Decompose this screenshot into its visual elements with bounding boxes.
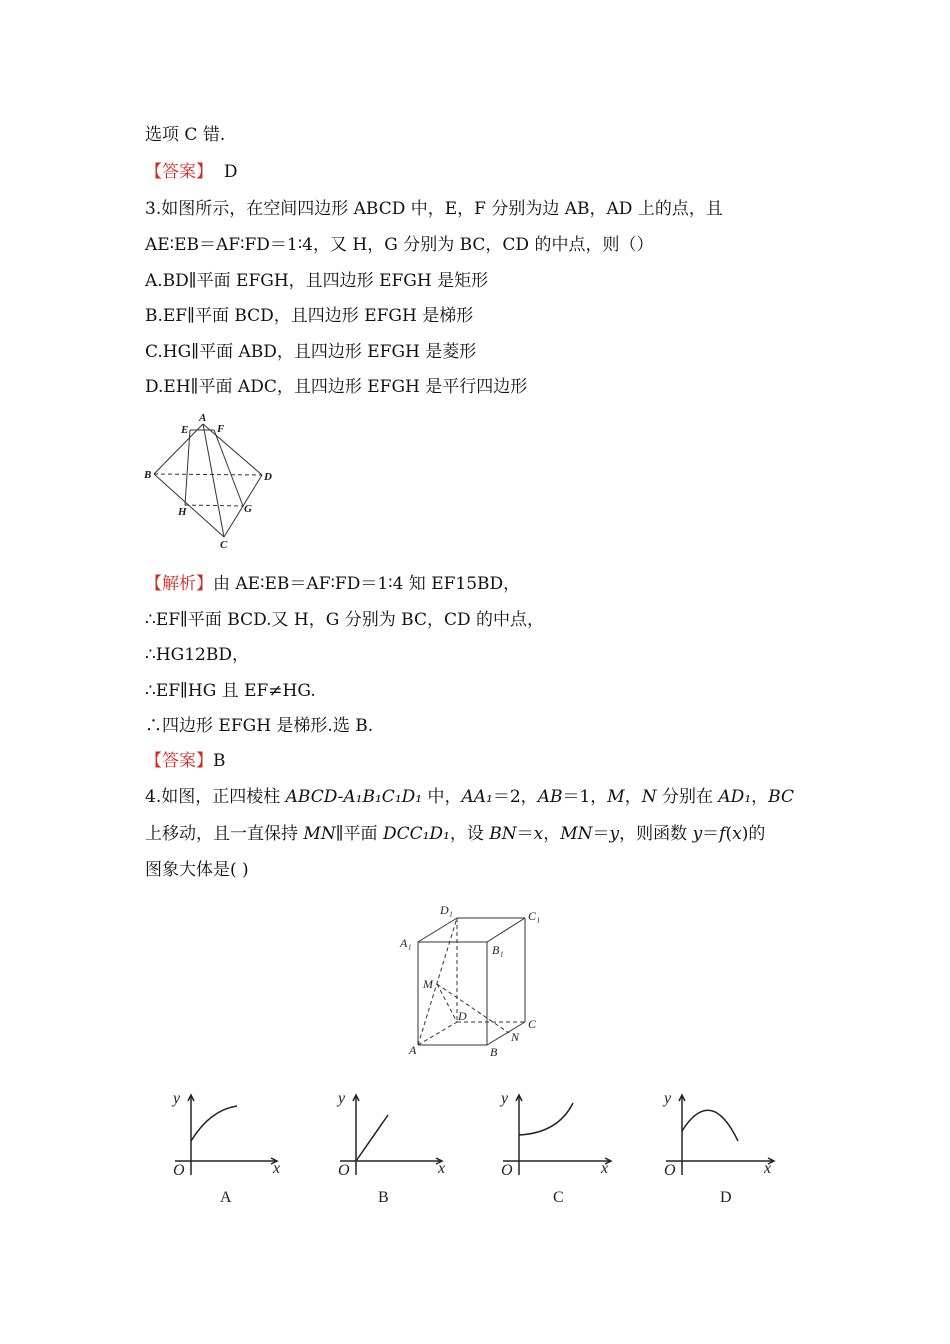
graph-option-b xyxy=(330,1085,455,1210)
answer-value-2: B xyxy=(213,751,226,771)
vertex-label-a: A xyxy=(199,412,207,424)
answer-value: D xyxy=(223,162,238,182)
graph-a-caption: A xyxy=(220,1189,232,1206)
graph-c-origin-label: O xyxy=(501,1162,513,1179)
prism-label-c1: C₁ xyxy=(528,909,541,923)
answer-line xyxy=(145,161,237,183)
q3-option-c: C.HG∥平面 ABD，且四边形 EFGH 是菱形 xyxy=(145,342,477,362)
graph-d-x-label: x xyxy=(764,1160,772,1177)
graph-a-origin-label: O xyxy=(173,1162,185,1179)
graph-c-caption: C xyxy=(553,1189,564,1206)
graph-option-a xyxy=(165,1085,290,1210)
vertex-label-f: F xyxy=(217,423,225,435)
vertex-label-h: H xyxy=(178,506,187,518)
prism-label-b1: B₁ xyxy=(492,943,504,957)
q3-stem-line1: 3.如图所示，在空间四边形 ABCD 中，E，F 分别为边 AB，AD 上的点，且 xyxy=(145,199,723,219)
graph-d-origin-label: O xyxy=(664,1162,676,1179)
vertex-label-c: C xyxy=(220,539,228,551)
graph-c-y-label: y xyxy=(501,1090,509,1107)
q4-stem-line2: 上移动，且一直保持 MN∥平面 DCC₁D₁，设 BN＝x，MN＝y，则函数 y＝f(x)的 xyxy=(145,824,766,844)
graph-option-c xyxy=(493,1085,618,1210)
prism-label-d1: D₁ xyxy=(440,903,453,917)
q3-option-d: D.EH∥平面 ADC，且四边形 EFGH 是平行四边形 xyxy=(145,377,528,397)
tetrahedron-figure xyxy=(140,410,285,555)
graph-a-y-label: y xyxy=(173,1090,181,1107)
prism-figure xyxy=(395,900,555,1065)
graph-b-caption: B xyxy=(378,1189,389,1206)
q3-option-a: A.BD∥平面 EFGH，且四边形 EFGH 是矩形 xyxy=(145,271,489,291)
vertex-label-e: E xyxy=(181,424,189,436)
q3-option-b: B.EF∥平面 BCD，且四边形 EFGH 是梯形 xyxy=(145,306,474,326)
prism-label-a1: A₁ xyxy=(400,936,412,950)
graph-b-x-label: x xyxy=(438,1160,446,1177)
graph-a-x-label: x xyxy=(273,1160,281,1177)
analysis-line2: ∴EF∥平面 BCD.又 H，G 分别为 BC，CD 的中点， xyxy=(145,610,544,630)
vertex-label-g: G xyxy=(244,503,252,515)
analysis-line4: ∴EF∥HG 且 EF≠HG. xyxy=(145,681,316,701)
prism-label-a: A xyxy=(409,1043,417,1057)
graph-b-y-label: y xyxy=(338,1090,346,1107)
analysis-line3: ∴HG12BD， xyxy=(145,645,249,665)
vertex-label-b: B xyxy=(144,469,152,481)
analysis-line5: ∴四边形 EFGH 是梯形.选 B. xyxy=(145,716,374,736)
prism-label-m: M xyxy=(423,977,433,991)
graph-option-d xyxy=(656,1085,781,1210)
vertex-label-d: D xyxy=(264,471,272,483)
graph-b-origin-label: O xyxy=(338,1162,350,1179)
prism-label-b: B xyxy=(490,1045,498,1059)
analysis-line1: 【解析】由 AE∶EB＝AF∶FD＝1∶4 知 EF15BD， xyxy=(145,574,521,594)
prism-label-c: C xyxy=(528,1017,537,1031)
prism-label-n: N xyxy=(511,1030,520,1044)
prism-label-d: D xyxy=(458,1009,467,1023)
graph-d-caption: D xyxy=(720,1189,732,1206)
answer-label-2: 【答案】 xyxy=(145,751,213,771)
graph-d-y-label: y xyxy=(664,1090,672,1107)
text-line: 选项 C 错. xyxy=(145,125,226,145)
q4-stem-line1: 4.如图，正四棱柱 ABCD-A₁B₁C₁D₁ 中，AA₁＝2，AB＝1，M，N 分别在 AD₁，BC xyxy=(145,787,794,807)
answer-label: 【答案】 xyxy=(145,162,213,182)
q4-stem-line3: 图象大体是( ) xyxy=(145,860,249,880)
q3-stem-line2: AE∶EB＝AF∶FD＝1∶4，又 H，G 分别为 BC，CD 的中点，则（） xyxy=(145,235,654,255)
graph-c-x-label: x xyxy=(601,1160,609,1177)
answer-line-2 xyxy=(145,750,226,772)
analysis-label: 【解析】 xyxy=(145,574,213,594)
